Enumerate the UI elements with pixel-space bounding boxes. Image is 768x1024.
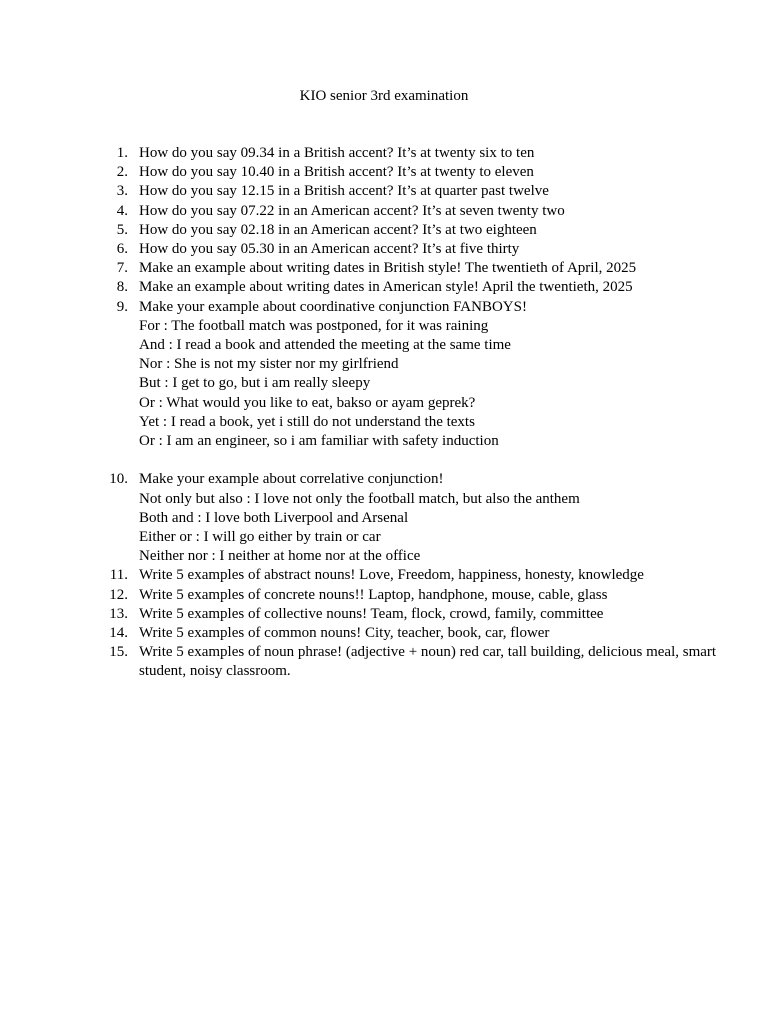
list-item (0, 221, 768, 240)
question-text: How do you say 05.30 in an American accent? It’s at five thirty (139, 241, 520, 258)
list-item (0, 586, 768, 605)
list-item (0, 182, 768, 201)
question-text: Write 5 examples of collective nouns! Team, flock, crowd, family, committee (139, 605, 604, 622)
list-item (0, 240, 768, 259)
list-item (0, 144, 768, 163)
list-item (0, 163, 768, 182)
list-item (0, 470, 768, 489)
question-number: 15. (109, 644, 128, 661)
question-number: 4. (116, 202, 128, 219)
conjunction-example: Either or : I will go either by train or car (139, 529, 381, 546)
conjunction-example: Neither nor : I neither at home nor at the office (139, 548, 421, 565)
question-number: 13. (109, 605, 128, 622)
question-number: 11. (109, 567, 128, 584)
blank-line (0, 451, 768, 470)
question-number: 2. (116, 164, 128, 181)
question-text: How do you say 09.34 in a British accent? It’s at twenty six to ten (139, 145, 535, 161)
question-number: 1. (116, 145, 128, 161)
question-text: How do you say 10.40 in a British accent? It’s at twenty to eleven (139, 164, 534, 181)
question-text: Make an example about writing dates in British style! The twentieth of April, 2025 (139, 260, 637, 277)
conjunction-example: Or : I am an engineer, so i am familiar with safety induction (139, 433, 499, 450)
question-number: 3. (116, 183, 128, 200)
conjunction-example: Both and : I love both Liverpool and Arsenal (139, 509, 409, 526)
conjunction-example: Nor : She is not my sister nor my girlfriend (139, 356, 399, 373)
question-number: 7. (116, 260, 128, 277)
question-text: Make your example about coordinative conjunction FANBOYS! (139, 298, 527, 315)
conjunction-example: Yet : I read a book, yet i still do not understand the texts (139, 413, 475, 430)
question-number: 14. (109, 625, 128, 642)
question-text: Make an example about writing dates in American style! April the twentieth, 2025 (139, 279, 633, 296)
question-text: Write 5 examples of concrete nouns!! Laptop, handphone, mouse, cable, glass (139, 586, 608, 603)
conjunction-example: But : I get to go, but i am really sleepy (139, 375, 371, 392)
question-number: 5. (116, 221, 128, 238)
question-text: Write 5 examples of noun phrase! (adjective + noun) red car, tall building, delicious meal, smart student, noisy classroom. (139, 644, 717, 680)
list-item (0, 259, 768, 278)
list-item (0, 624, 768, 643)
question-number: 12. (109, 586, 128, 603)
question-text: Make your example about correlative conjunction! (139, 471, 444, 488)
conjunction-example: Not only but also : I love not only the football match, but also the anthem (139, 490, 580, 507)
question-text: How do you say 07.22 in an American accent? It’s at seven twenty two (139, 202, 565, 219)
list-item (0, 298, 768, 317)
question-text: How do you say 12.15 in a British accent? It’s at quarter past twelve (139, 183, 549, 200)
question-number: 8. (116, 279, 128, 296)
list-item (0, 605, 768, 624)
list-item (0, 643, 768, 681)
question-text: Write 5 examples of common nouns! City, teacher, book, car, flower (139, 625, 550, 642)
question-list (0, 144, 768, 682)
conjunction-example: And : I read a book and attended the meeting at the same time (139, 337, 511, 354)
question-number: 6. (116, 241, 128, 258)
question-text: How do you say 02.18 in an American accent? It’s at two eighteen (139, 221, 537, 238)
conjunction-example: Or : What would you like to eat, bakso or ayam geprek? (139, 394, 476, 411)
list-item (0, 278, 768, 297)
question-text: Write 5 examples of abstract nouns! Love, Freedom, happiness, honesty, knowledge (139, 567, 644, 584)
question-number: 9. (116, 298, 128, 315)
question-number: 10. (109, 471, 128, 488)
page-title: KIO senior 3rd examination (299, 88, 469, 104)
conjunction-example: For : The football match was postponed, for it was raining (139, 317, 489, 334)
list-item (0, 566, 768, 585)
list-item (0, 202, 768, 221)
